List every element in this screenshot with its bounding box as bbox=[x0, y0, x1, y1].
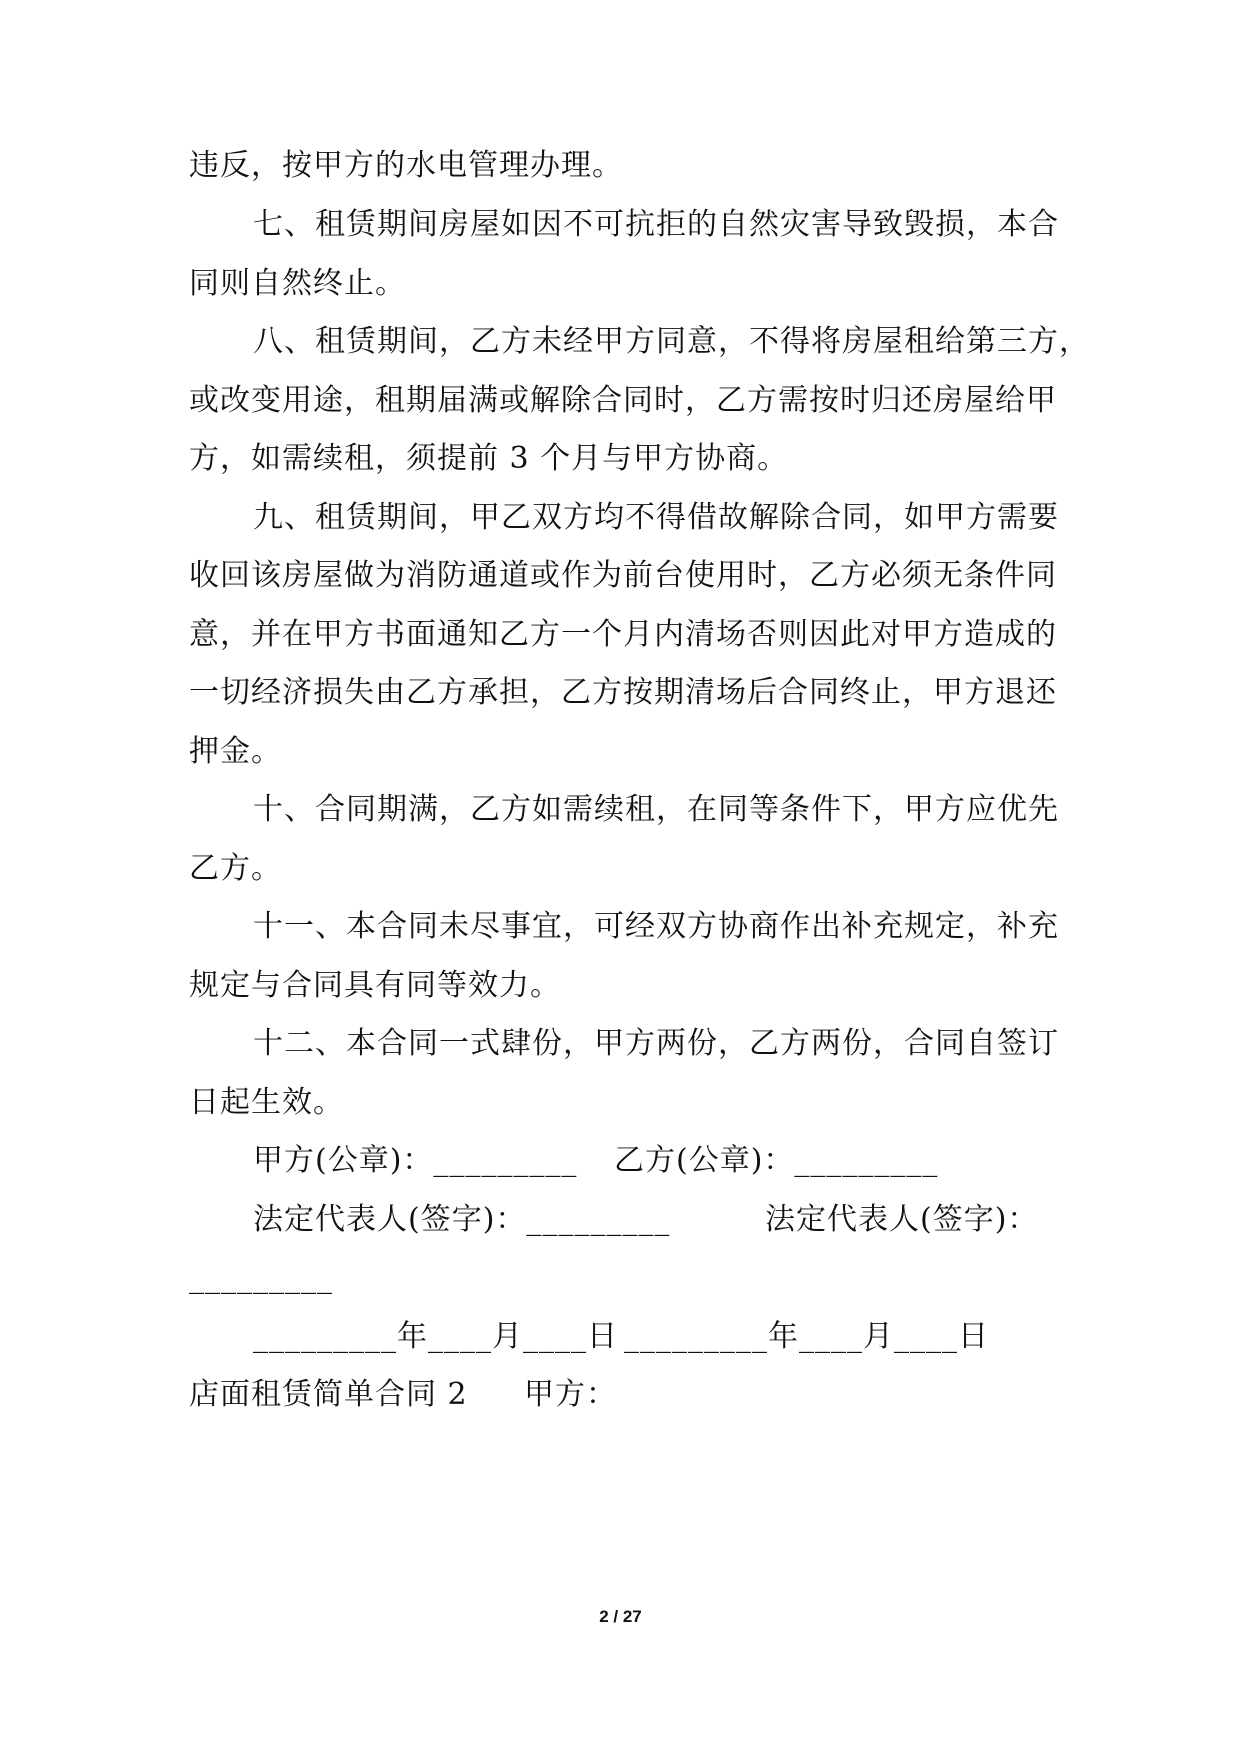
clause-10-line-2: 乙方。 bbox=[189, 851, 282, 886]
next-contract-party-a: 甲方： bbox=[524, 1377, 617, 1412]
clause-9-line-5: 押金。 bbox=[189, 734, 282, 769]
clause-7-line-2: 同则自然终止。 bbox=[189, 266, 406, 301]
party-b-representative: 法定代表人(签字)： bbox=[765, 1202, 1039, 1237]
party-a-seal: 甲方(公章)：_________ bbox=[253, 1143, 578, 1178]
clause-8-line-2: 或改变用途，租期届满或解除合同时，乙方需按时归还房屋给甲 bbox=[189, 383, 1057, 418]
party-b-date: _________年____月____日 bbox=[624, 1319, 989, 1354]
party-b-representative-line: _________ bbox=[189, 1260, 333, 1295]
clause-8-line-1: 八、租赁期间，乙方未经甲方同意，不得将房屋租给第三方， bbox=[253, 324, 1090, 359]
clause-7-line-1: 七、租赁期间房屋如因不可抗拒的自然灾害导致毁损，本合 bbox=[253, 207, 1059, 242]
clause-9-line-1: 九、租赁期间，甲乙双方均不得借故解除合同，如甲方需要 bbox=[253, 500, 1059, 535]
party-a-date: _________年____月____日 bbox=[253, 1319, 618, 1354]
page-number: 2 / 27 bbox=[599, 1607, 642, 1626]
clause-11-line-1: 十一、本合同未尽事宜，可经双方协商作出补充规定，补充 bbox=[253, 909, 1059, 944]
clause-9-line-4: 一切经济损失由乙方承担，乙方按期清场后合同终止，甲方退还 bbox=[189, 675, 1057, 710]
next-contract-title: 店面租赁简单合同 2 bbox=[189, 1377, 468, 1412]
clause-12-line-1: 十二、本合同一式肆份，甲方两份，乙方两份，合同自签订 bbox=[253, 1026, 1059, 1061]
clause-10-line-1: 十、合同期满，乙方如需续租，在同等条件下，甲方应优先 bbox=[253, 792, 1059, 827]
clause-9-line-2: 收回该房屋做为消防通道或作为前台使用时，乙方必须无条件同 bbox=[189, 558, 1057, 593]
clause-12-line-2: 日起生效。 bbox=[189, 1085, 344, 1120]
text-line: 违反，按甲方的水电管理办理。 bbox=[189, 148, 623, 183]
party-a-representative: 法定代表人(签字)：_________ bbox=[253, 1202, 671, 1237]
clause-11-line-2: 规定与合同具有同等效力。 bbox=[189, 968, 561, 1003]
clause-8-line-3: 方，如需续租，须提前 3 个月与甲方协商。 bbox=[189, 441, 789, 476]
clause-9-line-3: 意，并在甲方书面通知乙方一个月内清场否则因此对甲方造成的 bbox=[189, 617, 1057, 652]
party-b-seal: 乙方(公章)：_________ bbox=[614, 1143, 939, 1178]
